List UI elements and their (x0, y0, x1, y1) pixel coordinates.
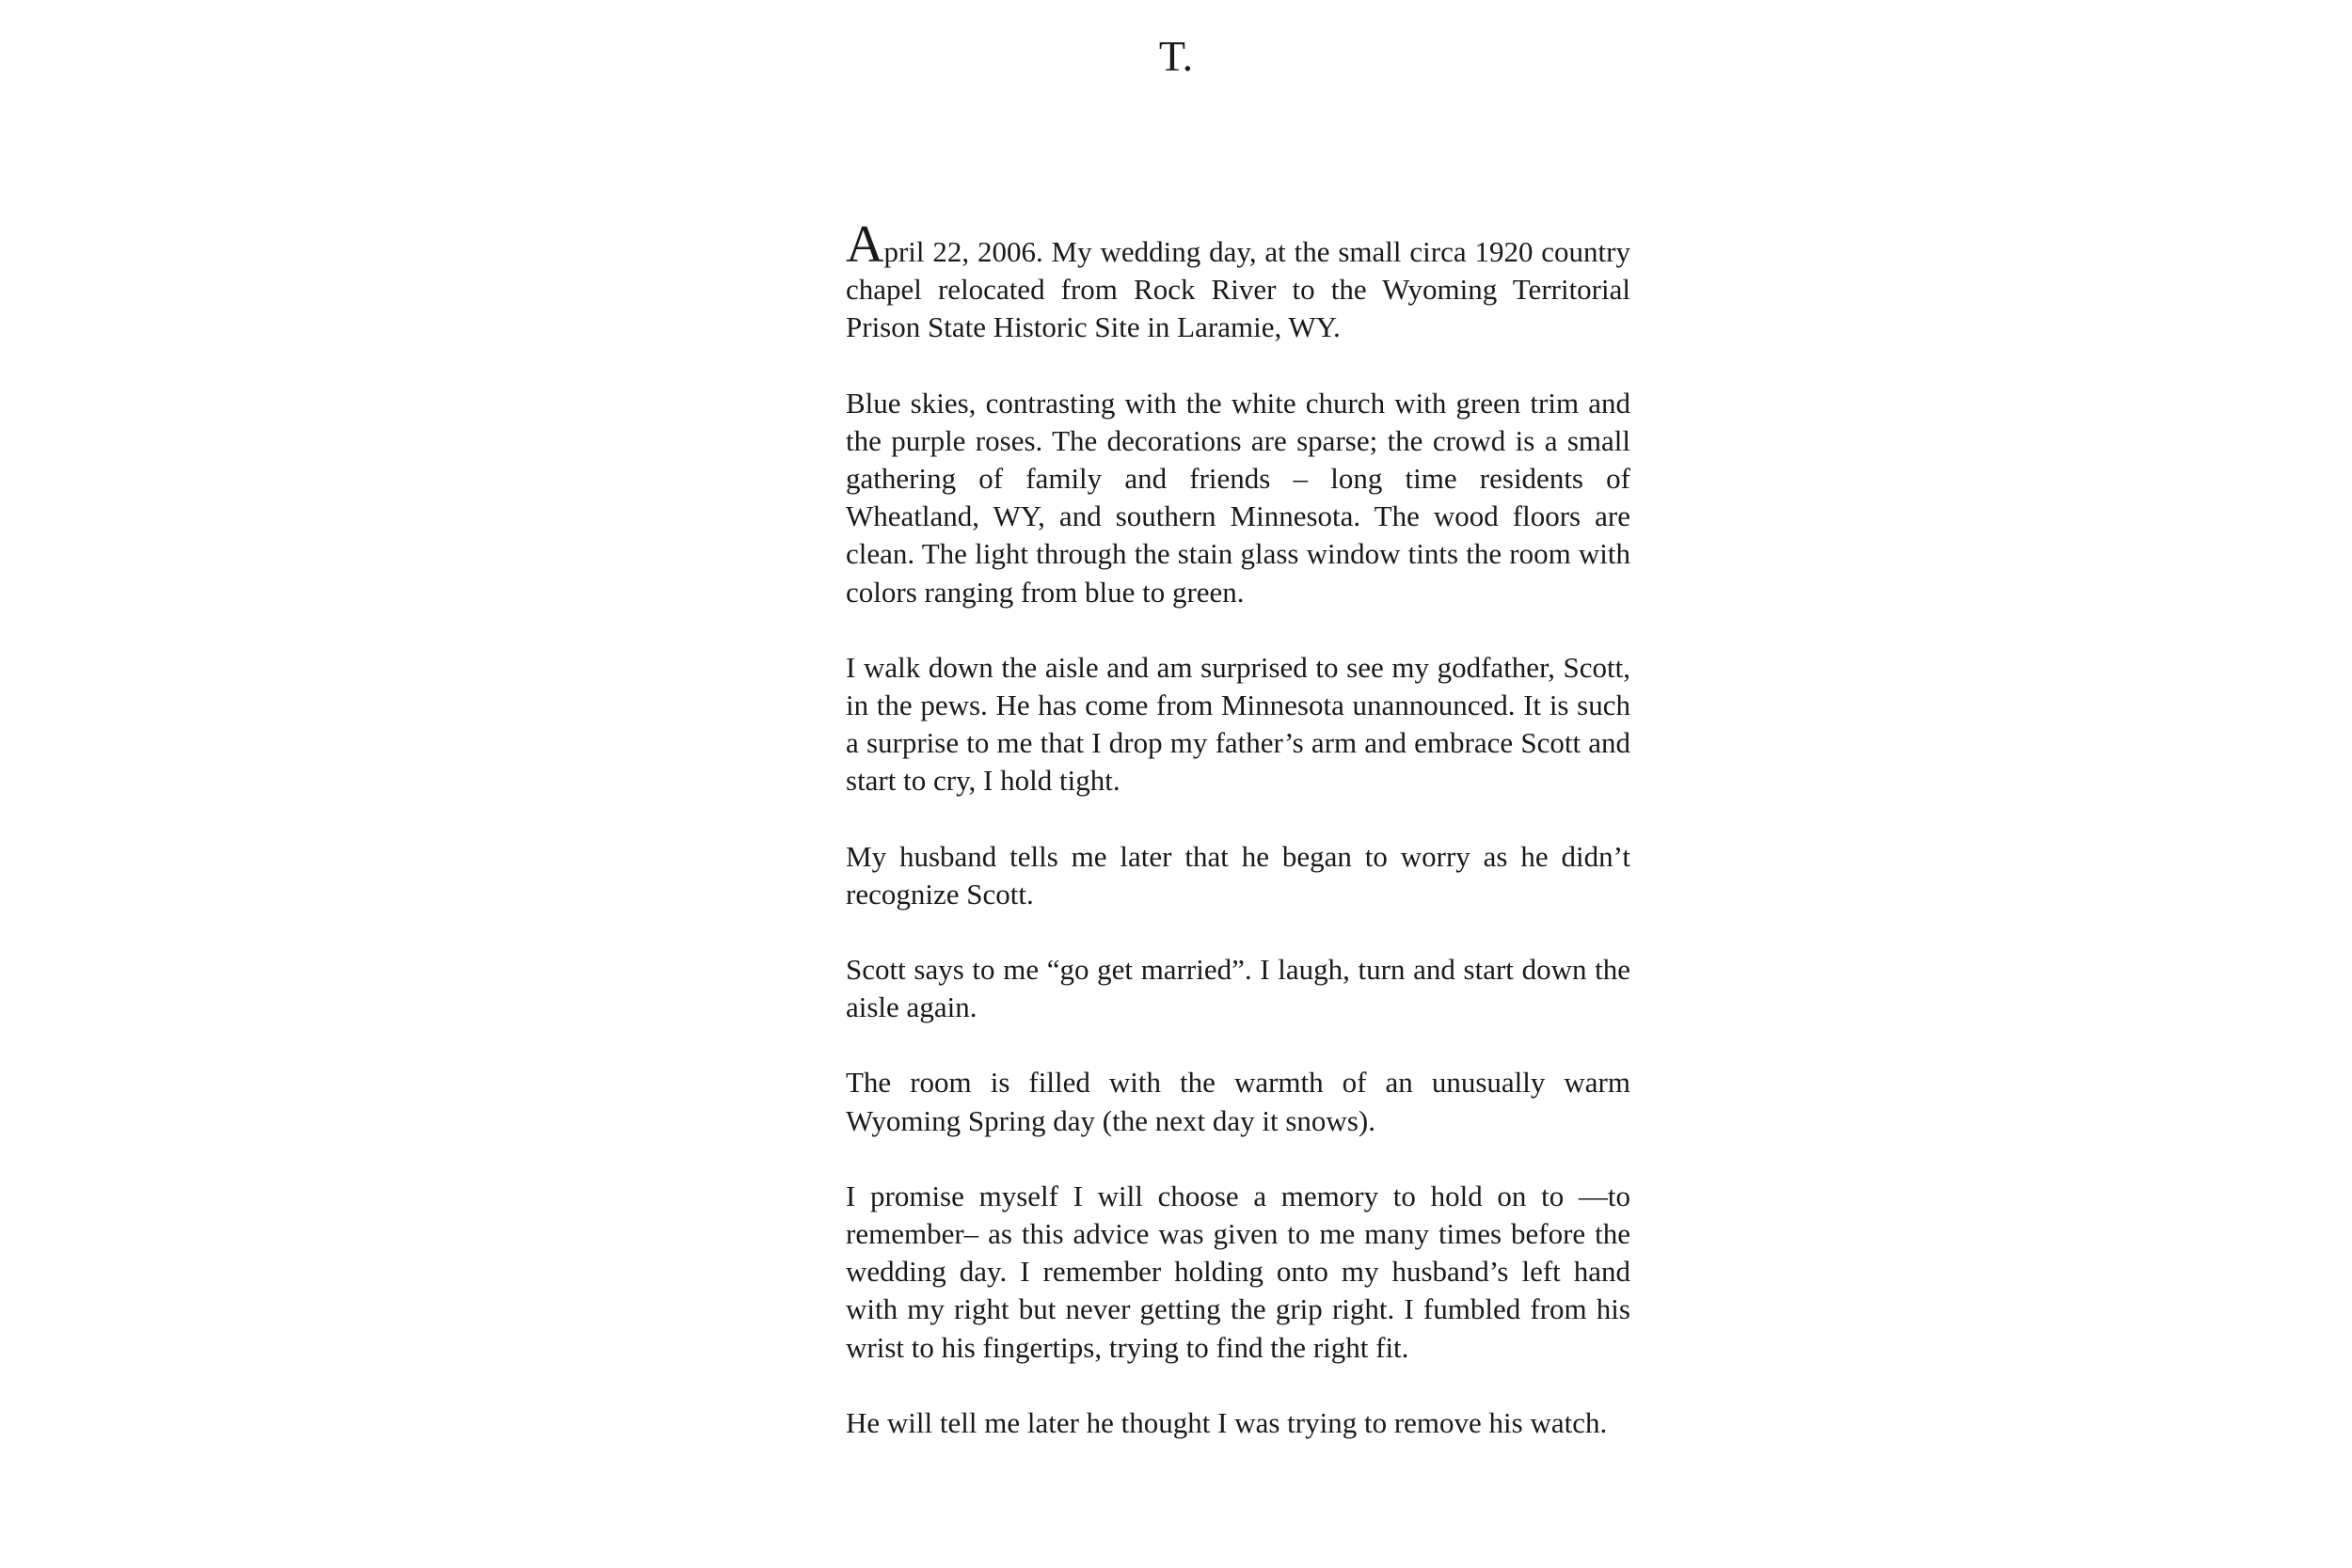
paragraph-1-text: pril 22, 2006. My wedding day, at the small circa 1920 country chapel relocated from Rock River to the Wyoming Territorial Prison State Historic Site in Laramie, WY. (846, 235, 1630, 344)
body-text-column (846, 215, 1630, 1480)
paragraph-8: He will tell me later he thought I was trying to remove his watch. (846, 1405, 1608, 1439)
paragraph-7: I promise myself I will choose a memory to hold on to —to remember– as this advice was given to me many times before the wedding day. I remember holding onto my husband’s left hand with my right but never getting the grip right. I fumbled from his wrist to his fingertips, trying to find the right fit. (846, 1179, 1630, 1364)
paragraph-1 (846, 215, 1630, 347)
paragraph-6: The room is filled with the warmth of an unusually warm Wyoming Spring day (the next day it snows). (846, 1066, 1630, 1137)
paragraph-3: I walk down the aisle and am surprised to see my godfather, Scott, in the pews. He has come from Minnesota unannounced. It is such a surprise to me that I drop my father’s arm and embrace Scott and start to cry, I hold tight. (846, 650, 1630, 798)
page-heading: T. (1158, 32, 1194, 80)
paragraph-4: My husband tells me later that he began to worry as he didn’t recognize Scott. (846, 839, 1630, 911)
drop-cap-initial: A (846, 215, 884, 274)
paragraph-5: Scott says to me “go get married”. I laugh, turn and start down the aisle again. (846, 953, 1630, 1024)
paragraph-2: Blue skies, contrasting with the white church with green trim and the purple roses. The decorations are sparse; the crowd is a small gathering of family and friends – long time residents of Wheatland, WY, and southern Minnesota. The wood floors are clean. The light through the stain glass window tints the room with colors ranging from blue to green. (846, 386, 1630, 609)
